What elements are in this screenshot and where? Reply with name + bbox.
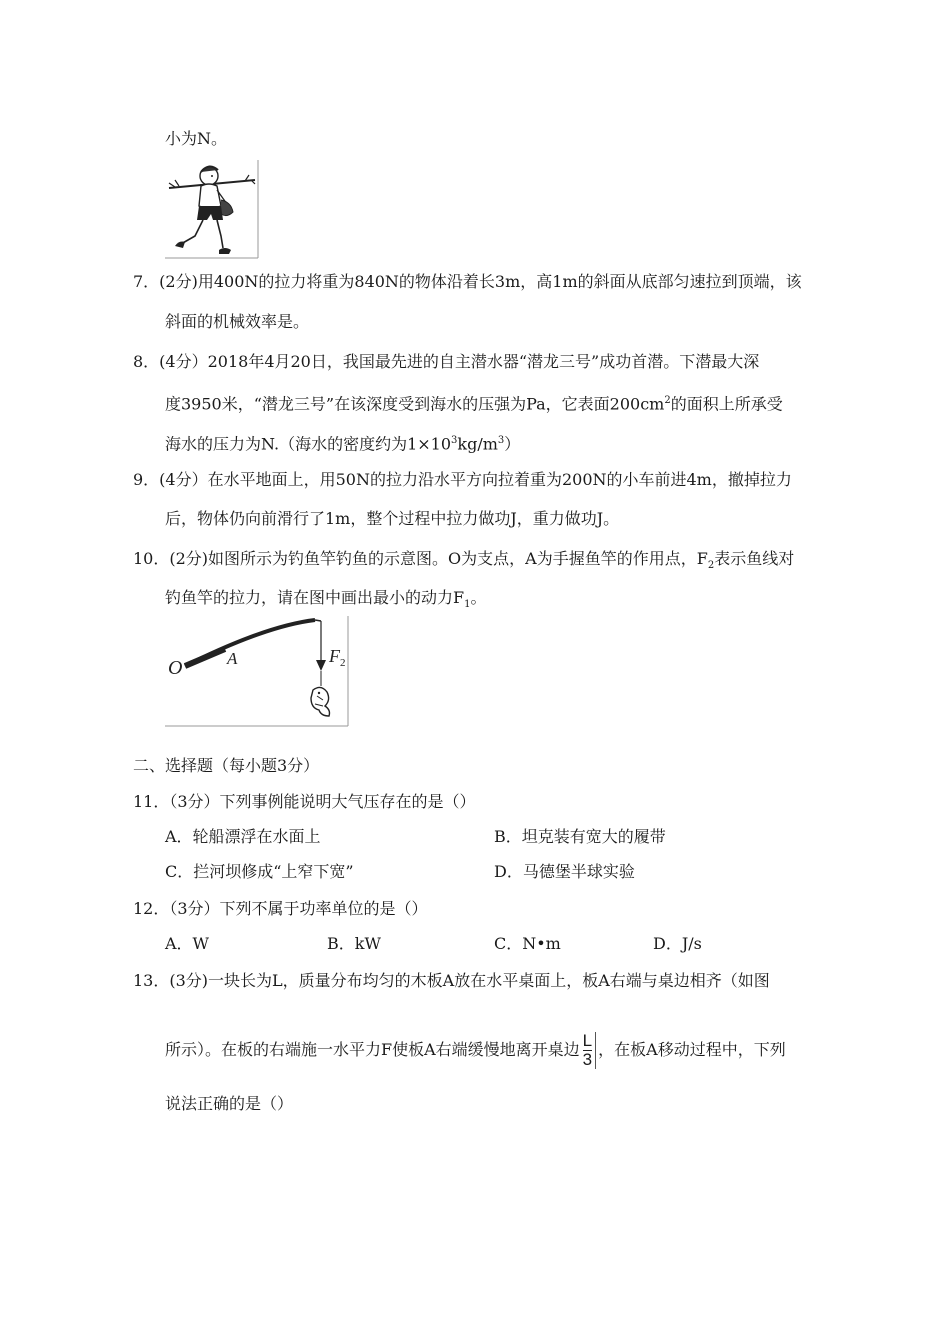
q10-line-2 [165, 587, 487, 616]
q7-line-2: 斜面的机械效率是。 [165, 312, 310, 331]
q12-option-b: B．kW [327, 934, 381, 953]
q13-line-3: 说法正确的是（） [165, 1094, 294, 1113]
fig10-label-o: O [168, 657, 183, 679]
q13-line-2-part-b: ，在板A移动过程中，下列 [598, 1040, 786, 1059]
fraction-l-over-3 [582, 1032, 596, 1069]
q7-line-1: 7．(2分)用400N的拉力将重为840N的物体沿着长3m，高1m的斜面从底部匀速拉到顶端，该 [133, 272, 802, 291]
fig10-label-f-sub: 2 [340, 657, 346, 669]
figure-fishing-rod [165, 616, 351, 728]
q12-option-a: A．W [165, 934, 210, 953]
figure-person-carrying-pole [165, 160, 261, 260]
q10-line-2-part-b: 。 [470, 588, 487, 607]
q8-line-2 [165, 390, 783, 415]
fraction-denominator: 3 [582, 1050, 593, 1069]
fraction-numerator: L [582, 1031, 593, 1050]
q9-line-1: 9．(4分）在水平地面上，用50N的拉力沿水平方向拉着重为200N的小车前进4m，撤掉拉力 [133, 470, 792, 489]
q8-line-2-part-a: 度3950米，“潜龙三号”在该深度受到海水的压强为Pa，它表面200cm [165, 394, 665, 414]
q12-option-c: C．N•m [494, 934, 561, 953]
q8-line-3 [165, 430, 520, 455]
q11-option-d: D．马德堡半球实验 [494, 862, 635, 881]
q12-stem: 12．（3分）下列不属于功率单位的是（） [133, 899, 428, 918]
q10-line-2-sub: 1 [464, 599, 471, 611]
q8-line-2-sup: 2 [664, 395, 671, 406]
q10-line-1-part-b: 表示鱼线对 [714, 549, 795, 568]
q12-option-d: D．J/s [653, 934, 702, 953]
q8-line-3-part-c: ） [504, 434, 521, 454]
q8-line-3-part-b: kg/m [457, 434, 498, 454]
q10-line-1-sub: 2 [707, 560, 715, 572]
q11-option-c: C．拦河坝修成“上窄下宽” [165, 862, 354, 881]
q8-line-3-sup-2: 3 [497, 435, 505, 446]
q11-option-a: A．轮船漂浮在水面上 [165, 827, 321, 846]
q10-line-2-part-a: 钓鱼竿的拉力，请在图中画出最小的动力F [165, 588, 465, 607]
q8-line-2-part-b: 的面积上所承受 [670, 394, 783, 414]
q11-option-b: B．坦克装有宽大的履带 [494, 827, 666, 846]
q13-line-1: 13．(3分)一块长为L，质量分布均匀的木板A放在水平桌面上，板A右端与桌边相齐（如图 [133, 971, 770, 990]
q9-line-2: 后，物体仍向前滑行了1m，整个过程中拉力做功J，重力做功J。 [165, 509, 620, 528]
q8-line-3-sup-1: 3 [451, 435, 458, 446]
section-2-heading: 二、选择题（每小题3分） [133, 756, 320, 775]
q6-tail-text: 小为N。 [165, 129, 228, 148]
fig10-label-a: A [227, 649, 238, 668]
q13-line-2-part-a: 所示）。在板的右端施一水平力F使板A右端缓慢地离开桌边 [165, 1040, 580, 1059]
q10-line-1-part-a: 10．(2分)如图所示为钓鱼竿钓鱼的示意图。O为支点，A为手握鱼竿的作用点，F [133, 549, 708, 568]
q8-line-1: 8．(4分）2018年4月20日，我国最先进的自主潜水器“潜龙三号”成功首潜。下潜最大深 [133, 352, 760, 371]
q10-line-1 [133, 548, 794, 577]
fig10-label-f: F [329, 646, 340, 666]
q8-line-3-part-a: 海水的压力为N.（海水的密度约为1×10 [165, 434, 452, 454]
q11-stem: 11．（3分）下列事例能说明大气压存在的是（） [133, 792, 476, 811]
q13-line-2 [165, 1030, 786, 1070]
